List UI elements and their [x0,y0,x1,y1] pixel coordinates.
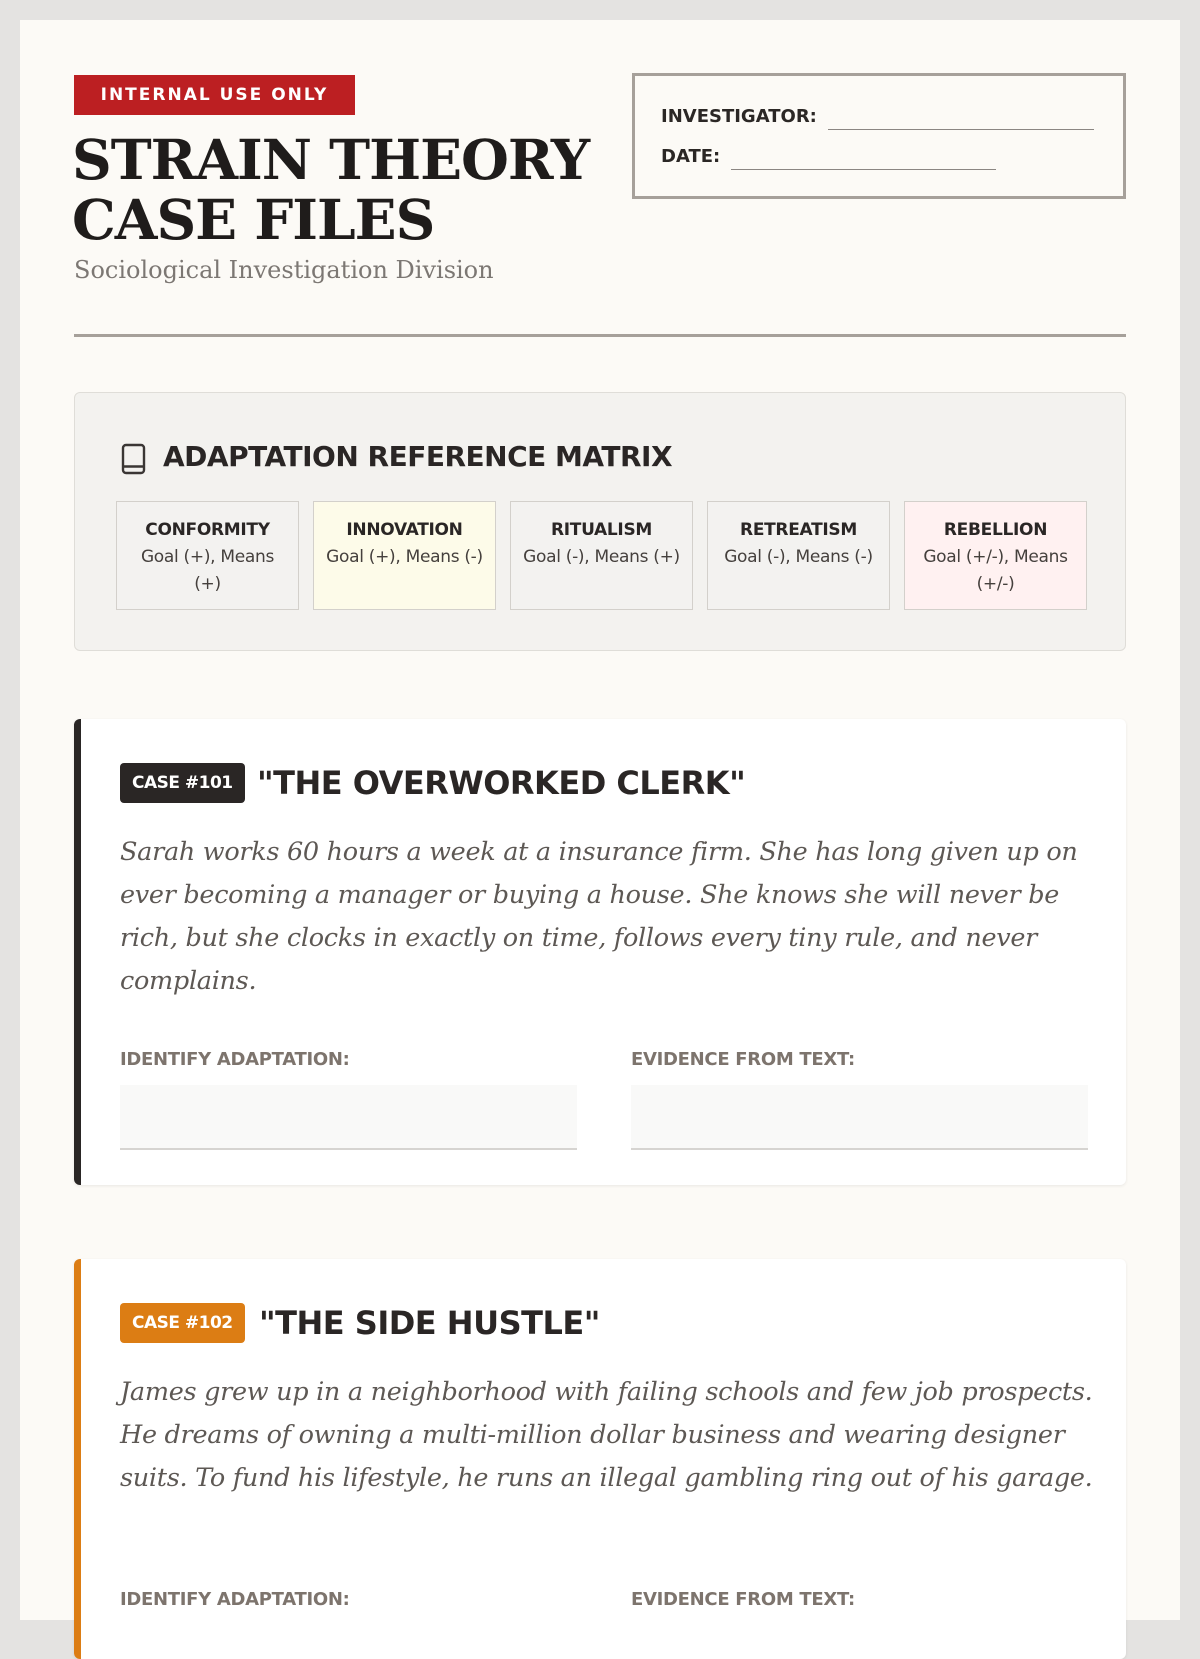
date-label: DATE: [661,146,721,167]
case-accent-bar [74,1259,81,1659]
page-title-line-1: STRAIN THEORY [72,127,590,192]
adaptation-reference-matrix [74,392,1126,651]
header-divider [74,334,1126,337]
page-subtitle: Sociological Investigation Division [74,256,494,284]
case-number-badge: CASE #101 [120,763,245,803]
matrix-cells [116,501,1087,610]
case-card-102 [74,1259,1126,1659]
cell-rule: Goal (-), Means (+) [523,547,680,567]
matrix-cell-innovation [313,501,496,610]
evidence-label: EVIDENCE FROM TEXT: [631,1049,855,1070]
investigator-label: INVESTIGATOR: [661,106,817,127]
evidence-label: EVIDENCE FROM TEXT: [631,1589,855,1610]
cell-name: INNOVATION [346,520,463,540]
cell-name: RETREATISM [740,520,857,540]
case-card-101 [74,719,1126,1185]
cell-rule: Goal (+), Means (-) [326,547,483,567]
page-title-line-2: CASE FILES [72,187,435,252]
cell-rule: Goal (-), Means (-) [724,547,873,567]
case-narrative: James grew up in a neighborhood with failing schools and few job prospects. He dreams of owning a multi-million dollar business and wearing designer suits. To fund his lifestyle, he runs an illegal gambling ring out of his garage. [120,1377,1093,1493]
matrix-title: ADAPTATION REFERENCE MATRIX [163,440,673,473]
internal-use-stamp: INTERNAL USE ONLY [74,75,355,115]
case-number-badge: CASE #102 [120,1303,245,1343]
case-accent-bar [74,719,81,1185]
investigator-line[interactable] [828,129,1094,130]
worksheet-page [20,20,1180,1620]
cell-name: REBELLION [943,520,1048,540]
cell-name: RITUALISM [550,520,653,540]
matrix-cell-rebellion [904,501,1087,610]
cell-name: CONFORMITY [145,520,270,540]
identify-adaptation-label: IDENTIFY ADAPTATION: [120,1589,350,1610]
case-title: "THE SIDE HUSTLE" [259,1304,600,1342]
evidence-field[interactable] [631,1085,1088,1150]
matrix-cell-retreatism [707,501,890,610]
case-narrative: Sarah works 60 hours a week at a insurance firm. She has long given up on ever becoming a manager or buying a house. She knows she will never be rich, but she clocks in exactly on time, follows every tiny rule, and never complains. [120,837,1078,996]
identify-adaptation-field[interactable] [120,1085,577,1150]
date-line[interactable] [731,169,996,170]
page-title [72,127,590,252]
identify-adaptation-label: IDENTIFY ADAPTATION: [120,1049,350,1070]
investigator-box [632,73,1126,199]
cell-rule: Goal (+/-), Means (+/-) [923,547,1068,594]
cell-rule: Goal (+), Means (+) [140,547,275,594]
matrix-cell-conformity [116,501,299,610]
book-icon [121,443,147,475]
case-title: "THE OVERWORKED CLERK" [257,764,746,802]
matrix-cell-ritualism [510,501,693,610]
